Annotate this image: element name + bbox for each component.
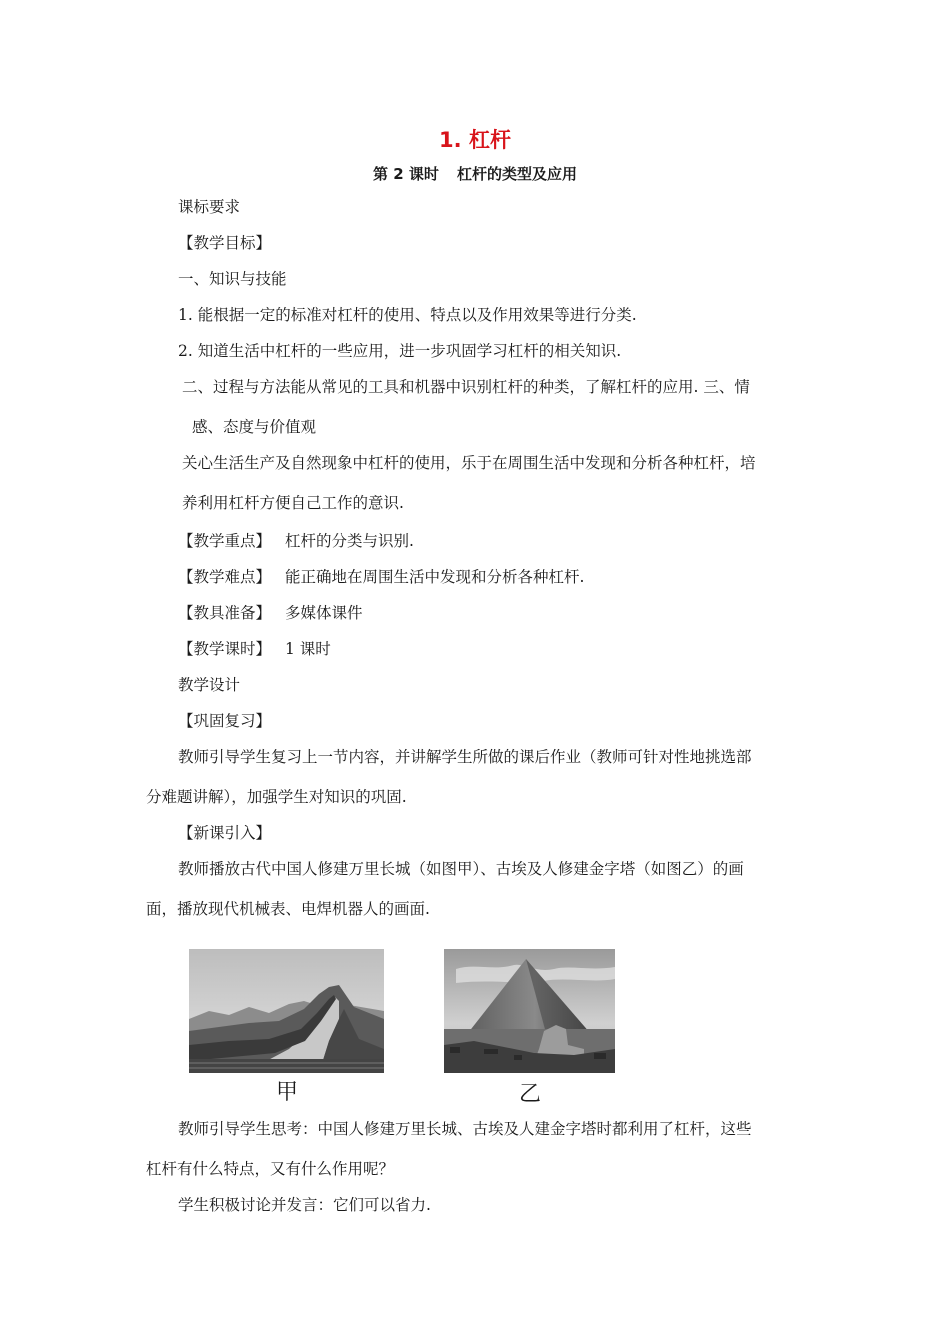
key-point-row [178,531,414,551]
lesson-number: 第 2 课时 [373,165,439,183]
key-point-label: 【教学重点】 [178,532,272,550]
materials-value: 多媒体课件 [285,604,363,622]
think-paragraph-line-1: 教师引导学生思考：中国人修建万里长城、古埃及人建金字塔时都利用了杠杆，这些 [178,1120,752,1138]
process-line-1: 二、过程与方法能从常见的工具和机器中识别杠杆的种类，了解杠杆的应用. 三、情 [182,378,750,396]
difficulty-value: 能正确地在周围生活中发现和分析各种杠杆. [285,568,585,586]
difficulty-row [178,567,584,587]
objectives-label: 【教学目标】 [178,234,272,252]
objective-item-2: 2. 知道生活中杠杆的一些应用，进一步巩固学习杠杆的相关知识. [178,342,622,360]
intro-paragraph-line-2: 面，播放现代机械表、电焊机器人的画面. [146,900,430,918]
objective-item-1: 1. 能根据一定的标准对杠杆的使用、特点以及作用效果等进行分类. [178,306,637,324]
difficulty-label: 【教学难点】 [178,568,272,586]
period-label: 【教学课时】 [178,640,272,658]
period-row [178,639,331,659]
pyramid-photo [444,949,615,1073]
page-title: 1. 杠杆 [439,128,511,152]
great-wall-photo [189,949,384,1073]
figure-caption-left: 甲 [276,1080,299,1105]
intro-label: 【新课引入】 [178,824,272,842]
emotion-line-2: 养利用杠杆方便自己工作的意识. [182,494,404,512]
figure-caption-right: 乙 [519,1082,542,1107]
design-heading: 教学设计 [178,676,241,694]
lesson-subtitle [0,163,950,184]
intro-paragraph-line-1: 教师播放古代中国人修建万里长城（如图甲）、古埃及人修建金字塔（如图乙）的画 [178,860,744,878]
lesson-topic: 杠杆的类型及应用 [456,165,577,183]
knowledge-heading: 一、知识与技能 [178,270,287,288]
review-paragraph-line-1: 教师引导学生复习上一节内容，并讲解学生所做的课后作业（教师可针对性地挑选部 [178,748,752,766]
materials-label: 【教具准备】 [178,604,272,622]
emotion-line-1: 关心生活生产及自然现象中杠杆的使用，乐于在周围生活中发现和分析各种杠杆，培 [182,454,756,472]
student-answer: 学生积极讨论并发言：它们可以省力. [178,1196,431,1214]
think-paragraph-line-2: 杠杆有什么特点，又有什么作用呢？ [146,1160,395,1178]
curriculum-heading: 课标要求 [178,198,241,216]
period-value: 1 课时 [285,640,331,658]
review-label: 【巩固复习】 [178,712,272,730]
key-point-value: 杠杆的分类与识别. [285,532,414,550]
review-paragraph-line-2: 分难题讲解），加强学生对知识的巩固. [146,788,407,806]
process-line-2: 感、态度与价值观 [192,418,317,436]
materials-row [178,603,363,623]
